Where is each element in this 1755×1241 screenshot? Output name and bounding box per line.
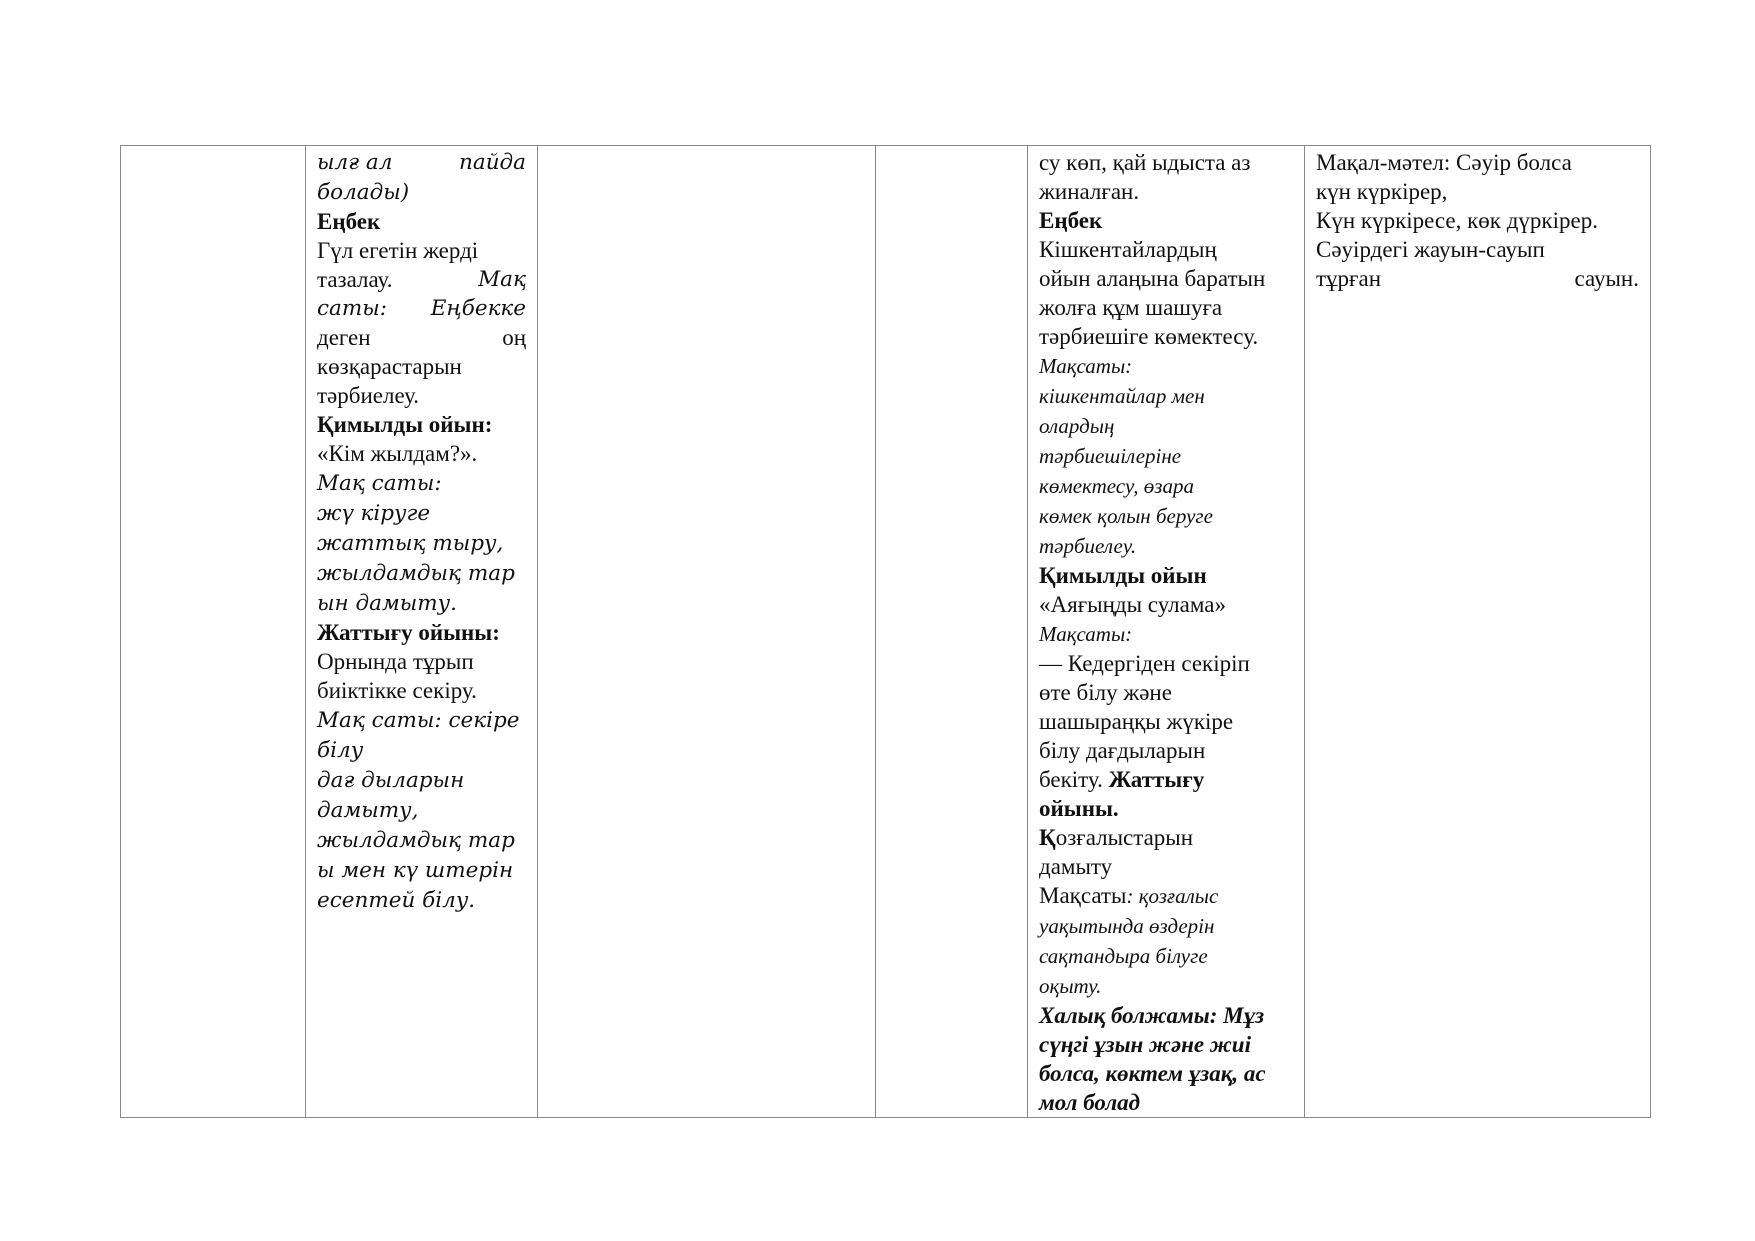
text-run: Мақал-мәтел: Сәуір болса xyxy=(1316,150,1572,175)
text-run: шашыраңқы жүкіре xyxy=(1039,709,1234,734)
text-line xyxy=(317,410,526,439)
text-line xyxy=(1039,206,1293,235)
text-line xyxy=(1039,561,1293,590)
text-line xyxy=(317,885,526,915)
text-run: Қимылды ойын: xyxy=(317,412,493,437)
text-line xyxy=(1039,911,1293,941)
text-line xyxy=(1039,649,1293,678)
text-run: Орнында тұрып xyxy=(317,649,474,674)
text-line xyxy=(1316,148,1639,177)
text-line xyxy=(317,236,526,265)
text-line xyxy=(1039,1088,1293,1117)
text-line xyxy=(1039,531,1293,561)
text-run: күн күркірер, xyxy=(1316,179,1448,204)
text-line xyxy=(1039,852,1293,881)
text-line xyxy=(317,795,526,825)
text-line xyxy=(317,265,526,294)
text-line xyxy=(1316,177,1639,206)
text-run: Мақ xyxy=(478,267,526,292)
text-run: Қ xyxy=(1039,825,1056,850)
text-run: Жаттығу ойыны: xyxy=(317,620,500,645)
text-run: тәрбиелеу. xyxy=(1039,534,1137,558)
text-line xyxy=(317,528,526,558)
text-run: сақтандыра білуге xyxy=(1039,944,1208,968)
text-run: білу дағдыларын xyxy=(1039,738,1206,763)
text-run: Жаттығу xyxy=(1102,767,1205,792)
text-run: өте білу және xyxy=(1039,680,1172,705)
text-run: дамыту, xyxy=(317,798,419,823)
table-cell-1 xyxy=(121,146,306,1118)
text-run: саты: xyxy=(317,296,388,321)
text-line xyxy=(1039,736,1293,765)
text-line xyxy=(317,705,526,735)
text-line xyxy=(1039,293,1293,322)
text-line xyxy=(317,855,526,885)
text-line xyxy=(1039,351,1293,381)
text-run: пайда xyxy=(459,150,526,175)
text-line xyxy=(1039,148,1293,177)
text-line xyxy=(317,352,526,381)
text-line xyxy=(317,439,526,468)
table-cell-2 xyxy=(306,146,538,1118)
text-line xyxy=(317,825,526,855)
text-run: Мақ саты: xyxy=(317,471,442,496)
text-run: Күн күркіресе, көк дүркірер. xyxy=(1316,208,1598,233)
text-run: биіктікке секіру. xyxy=(317,678,477,703)
text-line xyxy=(1316,264,1639,293)
text-run: Мақ саты: секіре xyxy=(317,708,520,733)
text-run: Еңбек xyxy=(1039,208,1103,233)
text-line xyxy=(1039,765,1293,794)
text-line xyxy=(317,647,526,676)
text-run: жылдамдық тар xyxy=(317,561,515,586)
text-run: «Аяғыңды сулама» xyxy=(1039,592,1226,617)
text-run: олардың xyxy=(1039,414,1115,438)
text-line xyxy=(1039,177,1293,206)
text-line xyxy=(1039,1001,1293,1030)
text-run: тұрған xyxy=(1316,266,1382,291)
text-run: ын дамыту. xyxy=(317,591,457,616)
text-run: Кішкентайлардың xyxy=(1039,237,1217,262)
text-line xyxy=(1316,206,1639,235)
text-line xyxy=(317,498,526,528)
text-run: білу xyxy=(317,738,364,763)
text-line xyxy=(1316,235,1639,264)
text-line xyxy=(317,381,526,410)
text-run: Еңбекке xyxy=(430,296,526,321)
text-line xyxy=(1039,264,1293,293)
text-line xyxy=(1039,794,1293,823)
text-run: ойын алаңына баратын xyxy=(1039,266,1266,291)
text-line xyxy=(317,207,526,236)
text-run: бекіту. xyxy=(1039,767,1103,792)
text-line xyxy=(1039,590,1293,619)
text-line xyxy=(1039,707,1293,736)
text-run: Мақсаты: xyxy=(1039,622,1133,646)
text-run: жиналған. xyxy=(1039,179,1140,204)
text-run: жолға құм шашуға xyxy=(1039,295,1223,320)
text-run: Мақсаты: xyxy=(1039,354,1133,378)
text-line xyxy=(1039,823,1293,852)
text-run: есептей білу. xyxy=(317,888,476,913)
text-run: «Кім жылдам?». xyxy=(317,441,478,466)
text-run: — Кедергіден секіріп xyxy=(1039,651,1250,676)
text-run: көмектесу, өзара xyxy=(1039,474,1194,498)
text-run: Халық болжамы: Мұз xyxy=(1039,1003,1265,1028)
text-line xyxy=(1039,322,1293,351)
text-run: уақытында өздерін xyxy=(1039,914,1215,938)
text-line xyxy=(1039,411,1293,441)
text-run: тазалау. xyxy=(317,267,393,292)
text-run: сүңгі ұзын және жиі xyxy=(1039,1032,1251,1057)
text-line xyxy=(317,558,526,588)
text-run: дағ дыларын xyxy=(317,768,465,793)
text-run: көзқарастарын xyxy=(317,354,462,379)
text-run: кішкентайлар мен xyxy=(1039,384,1205,408)
text-line xyxy=(1039,678,1293,707)
text-line xyxy=(317,735,526,765)
text-run: тәрбиешілеріне xyxy=(1039,444,1182,468)
text-run: тәрбиешіге көмектесу. xyxy=(1039,324,1259,349)
text-line xyxy=(317,765,526,795)
table-cell-4 xyxy=(876,146,1028,1118)
text-run: : қозғалыс xyxy=(1126,884,1219,908)
text-line xyxy=(1039,941,1293,971)
text-run: Мақсаты xyxy=(1039,883,1127,908)
text-run: мол болад xyxy=(1039,1090,1141,1115)
text-line xyxy=(1039,619,1293,649)
text-line xyxy=(1039,501,1293,531)
table-cell-5 xyxy=(1028,146,1305,1118)
text-run: Гүл егетін жерді xyxy=(317,238,479,263)
text-line xyxy=(1039,1030,1293,1059)
table-row xyxy=(121,146,1651,1118)
text-run: озғалыстарын xyxy=(1055,825,1194,850)
text-line xyxy=(317,323,526,352)
text-run: жылдамдық тар xyxy=(317,828,515,853)
text-run: Еңбек xyxy=(317,209,381,234)
text-run: ойыны. xyxy=(1039,796,1119,821)
text-run: оң xyxy=(502,325,526,350)
text-run: су көп, қай ыдыста аз xyxy=(1039,150,1251,175)
text-line xyxy=(1039,1059,1293,1088)
table-cell-3 xyxy=(538,146,876,1118)
table-cell-6 xyxy=(1305,146,1651,1118)
text-line xyxy=(1039,471,1293,501)
text-run: тәрбиелеу. xyxy=(317,383,420,408)
text-line xyxy=(317,148,526,177)
text-run: дамыту xyxy=(1039,854,1113,879)
text-run: ылғ ал xyxy=(317,150,393,175)
text-line xyxy=(317,294,526,323)
text-run: болады) xyxy=(317,180,410,205)
text-run: ы мен кү штерін xyxy=(317,858,514,883)
text-run: көмек қолын беруге xyxy=(1039,504,1213,528)
text-line xyxy=(1039,881,1293,911)
text-line xyxy=(1039,971,1293,1001)
text-line xyxy=(317,618,526,647)
text-line xyxy=(317,177,526,207)
text-line xyxy=(317,468,526,498)
text-line xyxy=(317,588,526,618)
text-run: жү кіруге xyxy=(317,501,431,526)
text-run: Сәуірдегі жауын-сауып xyxy=(1316,237,1545,262)
text-run: болса, көктем ұзақ, ас xyxy=(1039,1061,1266,1086)
text-run: оқыту. xyxy=(1039,974,1102,998)
text-run: жаттық тыру, xyxy=(317,531,504,556)
text-run: деген xyxy=(317,325,371,350)
text-line xyxy=(1039,381,1293,411)
schedule-table xyxy=(120,145,1651,1118)
text-line xyxy=(1039,235,1293,264)
text-line xyxy=(1039,441,1293,471)
text-run: сауын. xyxy=(1574,266,1639,291)
text-line xyxy=(317,676,526,705)
text-run: Қимылды ойын xyxy=(1039,563,1207,588)
